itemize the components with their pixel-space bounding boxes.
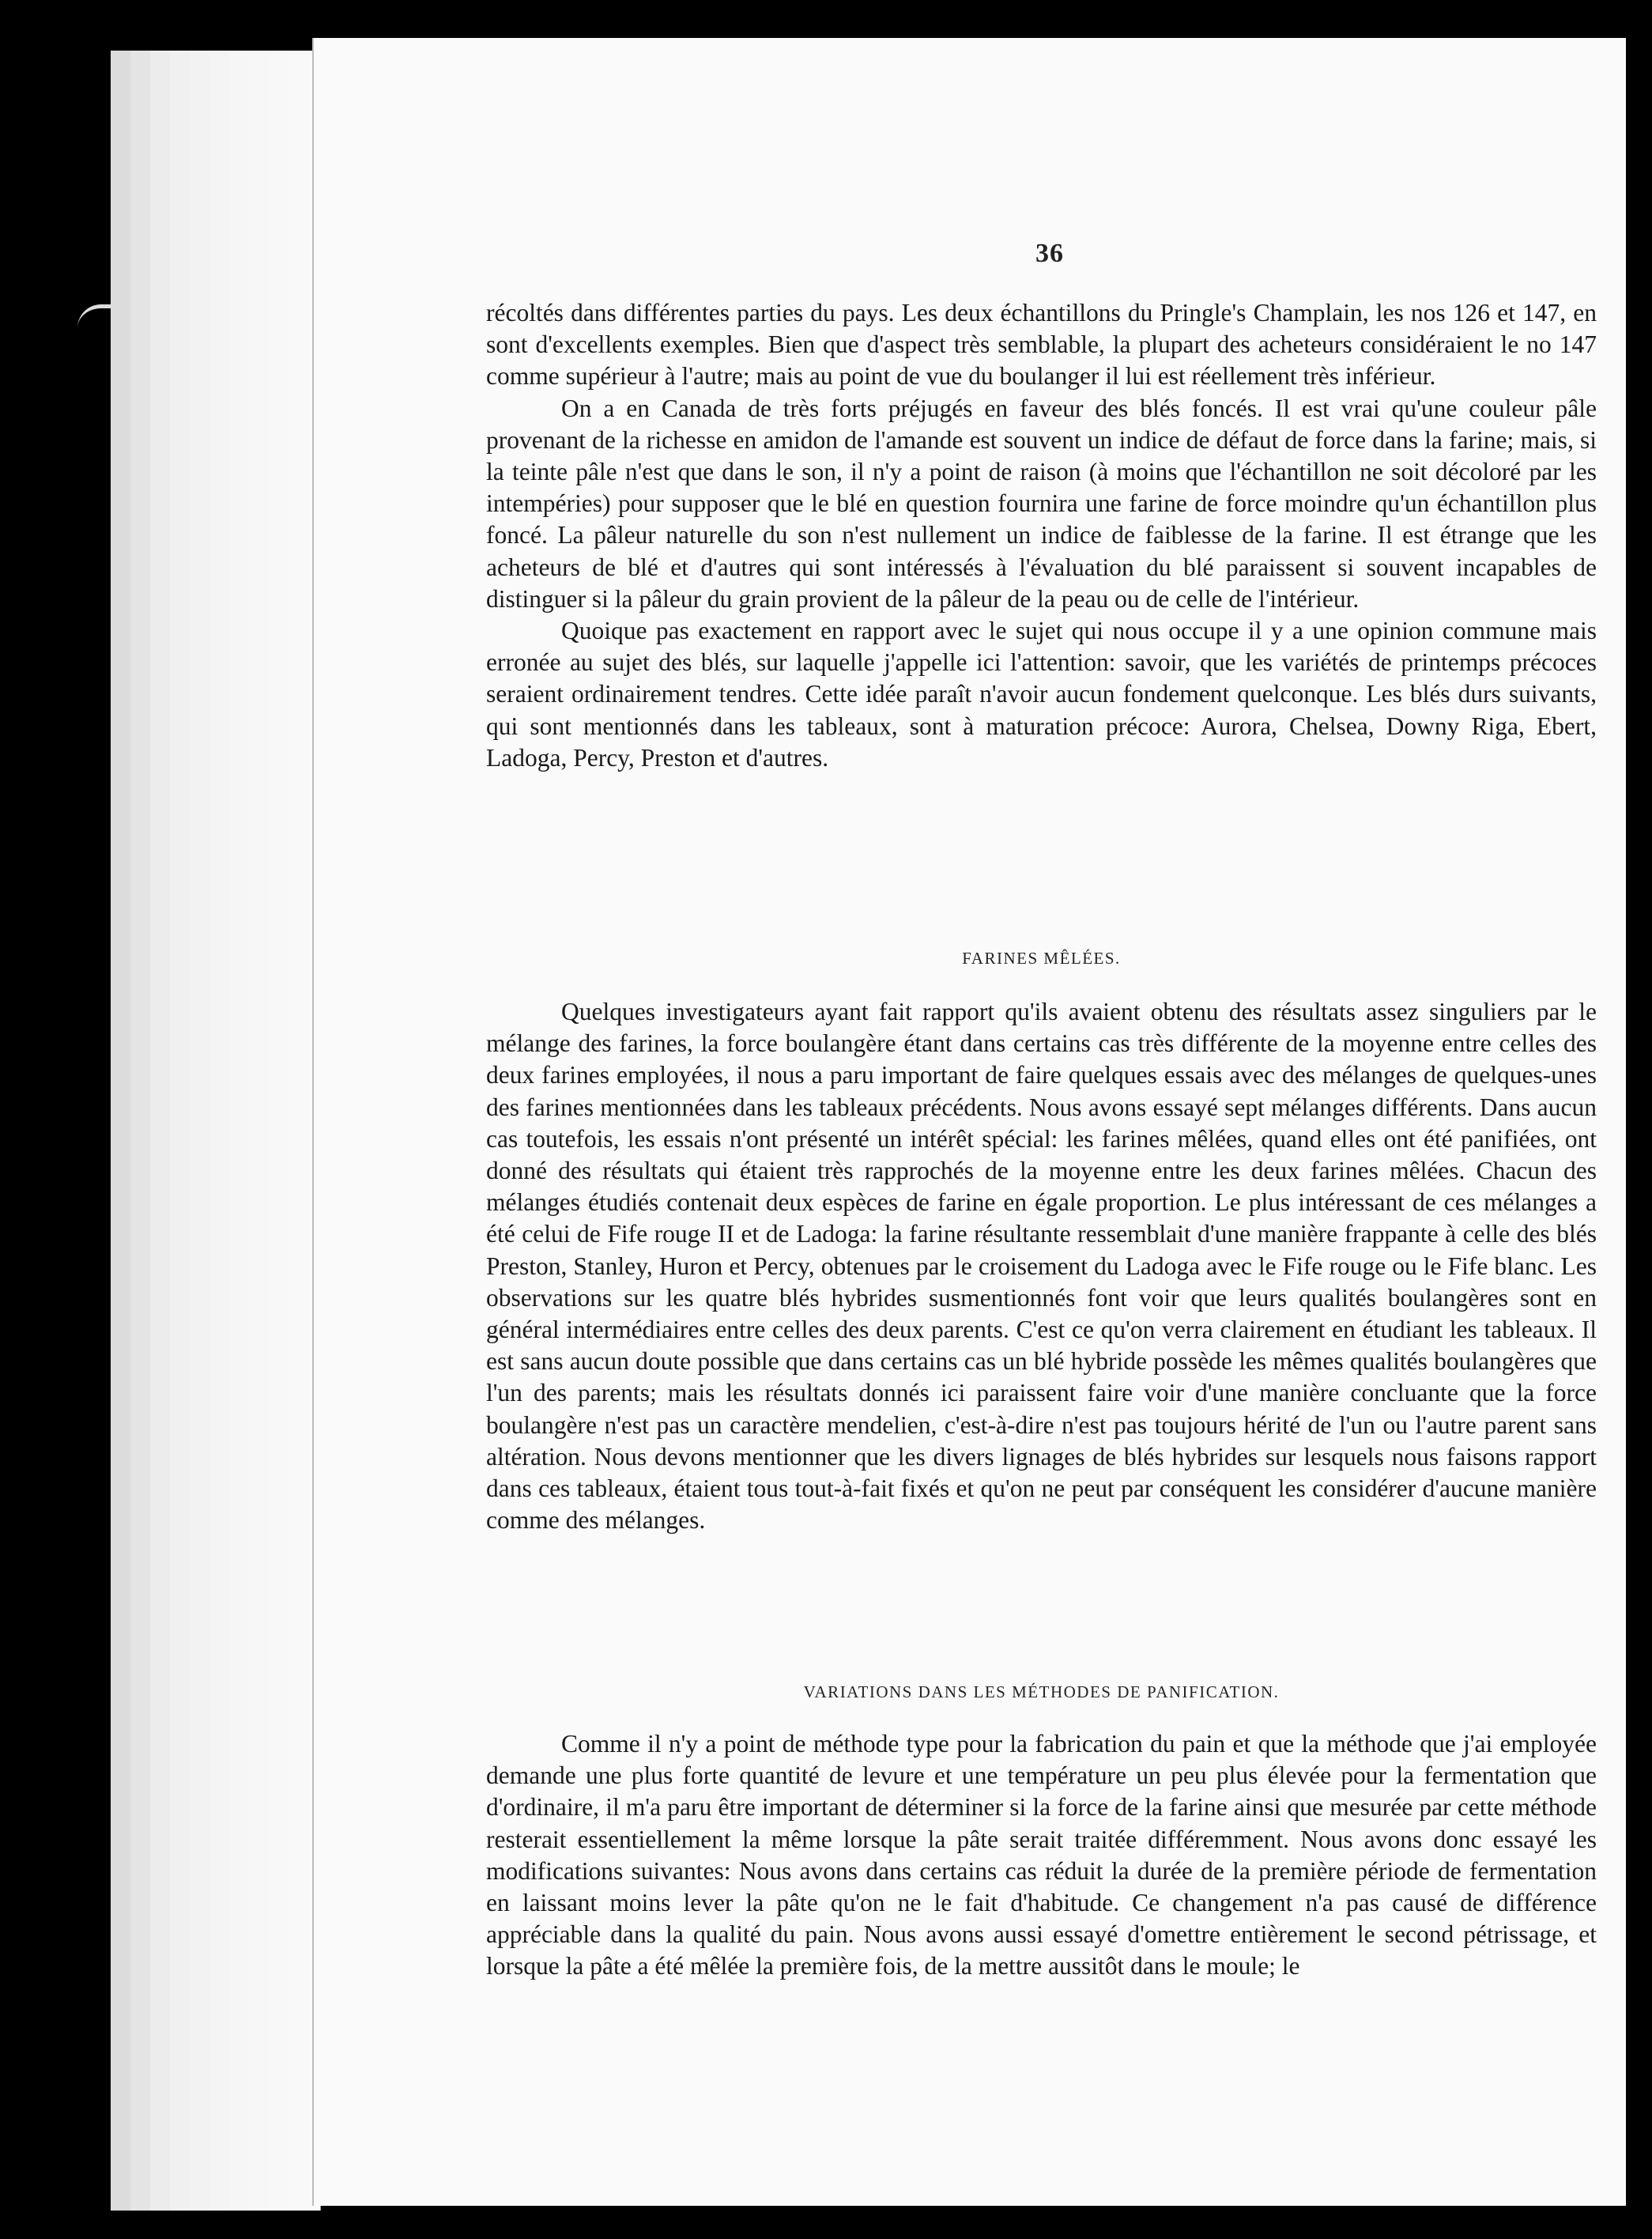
paragraph: Comme il n'y a point de méthode type pour la fabrication du pain et que la méthode que j'ai employée demande une plus forte quantité de levure et une température un peu plus élevée pour la fermentation que d'ordinaire, il m'a paru être important de déterminer si la force de la farine ainsi que mesurée par cette méthode resterait essentiellement la même lorsque la pâte serait traitée différemment. Nous avons donc essayé les modifications suivantes: Nous avons dans certains cas réduit la durée de la première période de fermentation en laissant moins lever la pâte qu'on ne le fait d'habitude. Ce changement n'a pas causé de différence appréciable dans la qualité du pain. Nous avons aussi essayé d'omettre entièrement le second pétrissage, et lorsque la pâte a été mêlée la première fois, de la mettre aussitôt dans le moule; le [486, 1730, 1597, 1980]
paragraph: On a en Canada de très forts préjugés en faveur des blés foncés. Il est vrai qu'une couleur pâle provenant de la richesse en amidon de l'amande est souvent un indice de défaut de force dans la farine; mais, si la teinte pâle n'est que dans le son, il n'y a point de raison (à moins que l'échantillon ne soit décoloré par les intempéries) pour supposer que le blé en question fournira une farine de force moindre qu'un échantillon plus foncé. La pâleur naturelle du son n'est nullement un indice de faiblesse de la farine. Il est étrange que les acheteurs de blé et d'autres qui sont intéressés à l'évaluation du blé paraissent si souvent incapables de distinguer si la pâleur du grain provient de la pâleur de la peau ou de celle de l'intérieur. [486, 394, 1597, 613]
text-block-farines [486, 996, 1597, 1536]
paragraph: récoltés dans différentes parties du pays. Les deux échantillons du Pringle's Champlain, les nos 126 et 147, en sont d'excellents exemples. Bien que d'aspect très semblable, la plupart des acheteurs considéraient le no 147 comme supérieur à l'autre; mais au point de vue du boulanger il lui est réellement très inférieur. [486, 299, 1597, 391]
paragraph: Quelques investigateurs ayant fait rapport qu'ils avaient obtenu des résultats assez singuliers par le mélange des farines, la force boulangère étant dans certains cas très différente de la moyenne entre celles des deux farines employées, il nous a paru important de faire quelques essais avec des mélanges de quelques-unes des farines mentionnées dans les tableaux précédents. Nous avons essayé sept mélanges différents. Dans aucun cas toutefois, les essais n'ont présenté un intérêt spécial: les farines mêlées, quand elles ont été panifiées, ont donné des résultats qui étaient très rapprochés de la moyenne entre les deux farines mêlées. Chacun des mélanges étudiés contenait deux espèces de farine en égale proportion. Le plus intéressant de ces mélanges a été celui de Fife rouge II et de Ladoga: la farine résultante ressemblait d'une manière frappante à celle des blés Preston, Stanley, Huron et Percy, obtenues par le croisement du Ladoga avec le Fife rouge ou le Fife blanc. Les observations sur les quatre blés hybrides susmentionnés font voir que leurs qualités boulangères sont en général intermédiaires entre celles des deux parents. C'est ce qu'on verra clairement en étudiant les tableaux. Il est sans aucun doute possible que dans certains cas un blé hybride possède les mêmes qualités boulangères que l'un des parents; mais les résultats donnés ici paraissent faire voir d'une manière concluante que la force boulangère n'est pas un caractère mendelien, c'est-à-dire n'est pas toujours hérité de l'un ou l'autre parent sans altération. Nous devons mentionner que les divers lignages de blés hybrides sur lesquels nous faisons rapport dans ces tableaux, étaient tous tout-à-fait fixés et qu'on ne peut par conséquent les considérer d'aucune manière comme des mélanges. [486, 998, 1597, 1535]
paragraph: Quoique pas exactement en rapport avec le sujet qui nous occupe il y a une opinion commune mais erronée au sujet des blés, sur laquelle j'appelle ici l'attention: savoir, que les variétés de printemps précoces seraient ordinairement tendres. Cette idée paraît n'avoir aucun fondement quelconque. Les blés durs suivants, qui sont mentionnés dans les tableaux, sont à maturation précoce: Aurora, Chelsea, Downy Riga, Ebert, Ladoga, Percy, Preston et d'autres. [486, 617, 1597, 772]
text-block-intro [486, 297, 1597, 774]
section-heading: FARINES MÊLÉES. [962, 949, 1121, 968]
margin-mark [77, 304, 117, 332]
section-heading: VARIATIONS DANS LES MÉTHODES DE PANIFICATION. [803, 1682, 1280, 1701]
page-number: 36 [1035, 239, 1064, 268]
text-block-variations [486, 1728, 1597, 1983]
